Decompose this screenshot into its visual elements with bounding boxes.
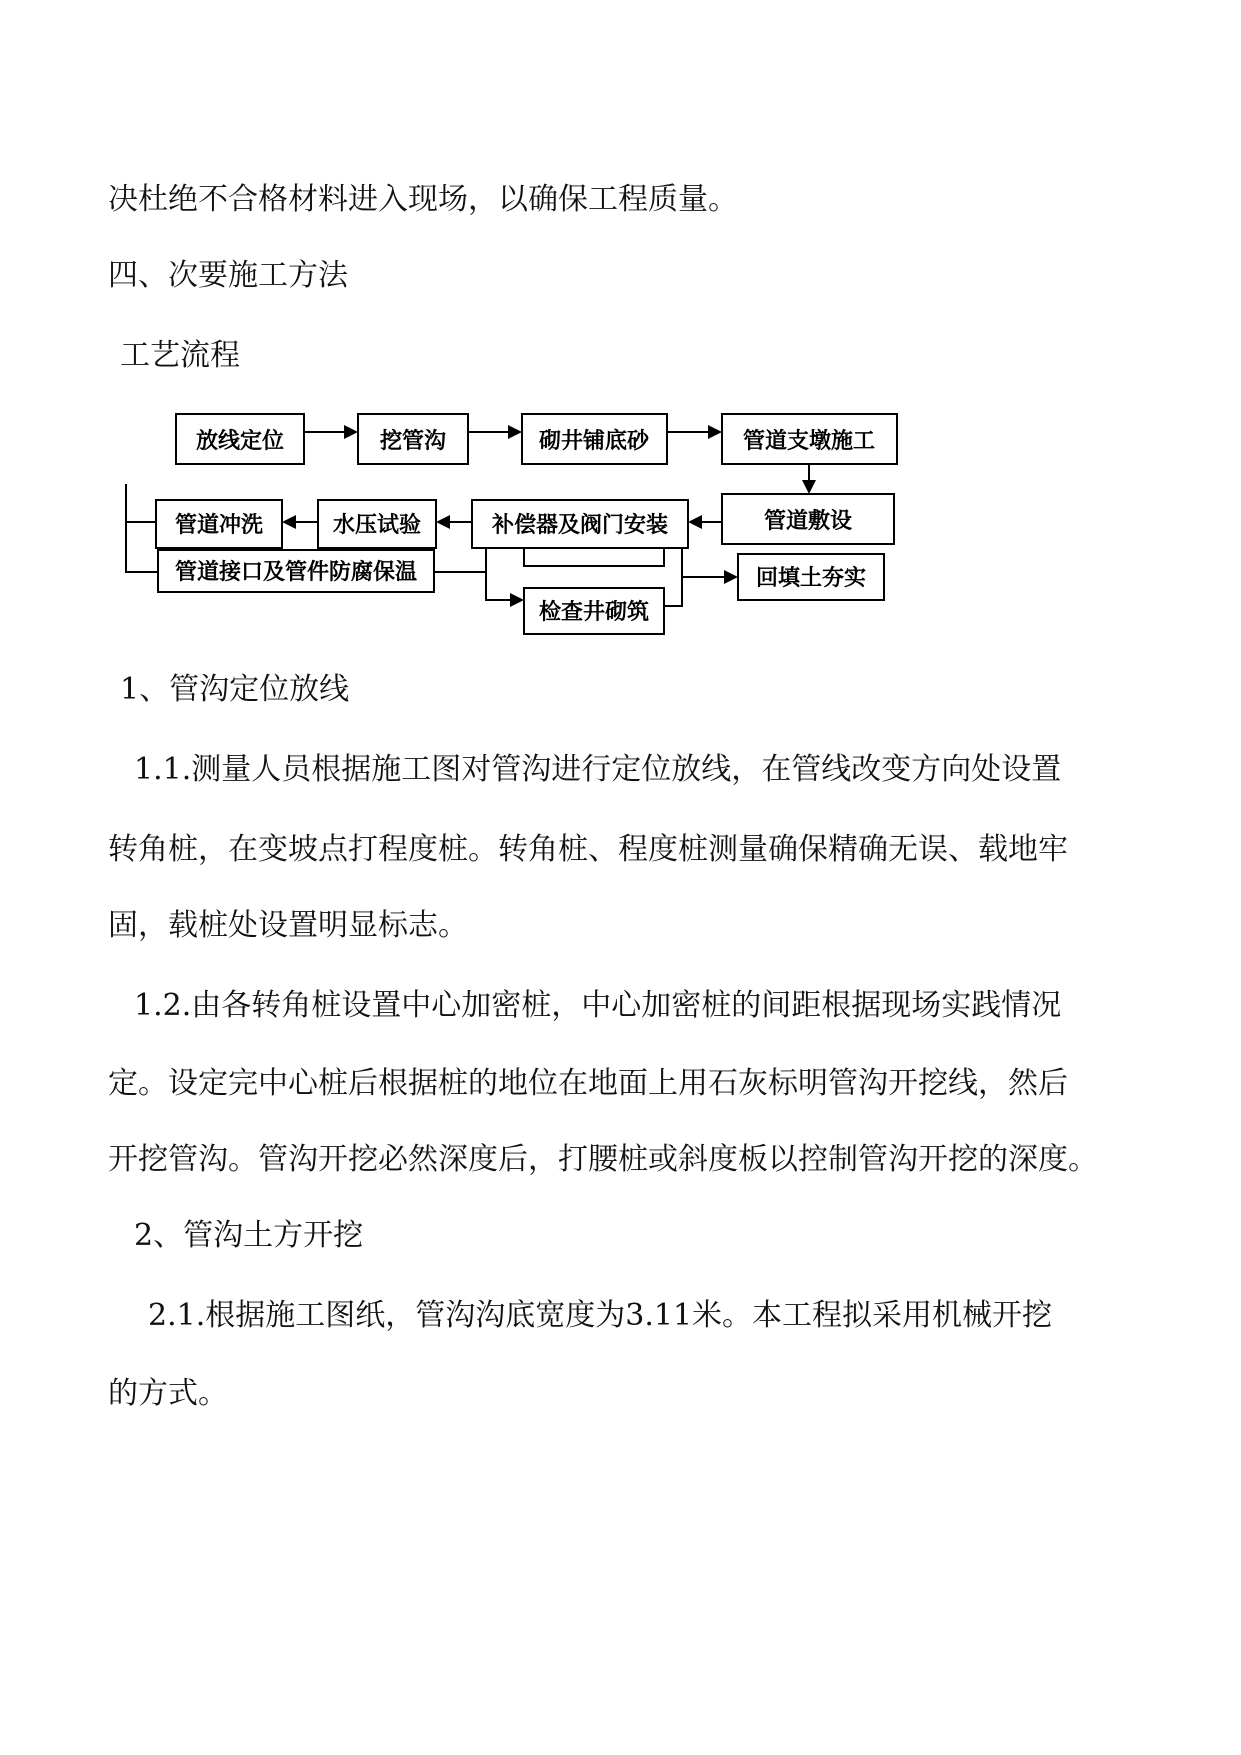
process-flowchart — [0, 0, 1241, 700]
flow-node-label: 管道接口及管件防腐保温 — [174, 560, 418, 585]
flow-connector — [126, 484, 158, 572]
arrow-head — [688, 515, 702, 529]
paragraph-line: 2.1.根据施工图纸，管沟沟底宽度为3.11米。本工程拟采用机械开挖 — [148, 1298, 1053, 1333]
flow-node-label: 检查井砌筑 — [538, 600, 650, 625]
paragraph-line: 开挖管沟。管沟开挖必然深度后，打腰桩或斜度板以控制管沟开挖的深度。 — [108, 1142, 1098, 1177]
flow-node-label: 砌井铺底砂 — [538, 429, 650, 454]
paragraph-line: 1.2.由各转角桩设置中心加密桩，中心加密桩的间距根据现场实践情况 — [134, 988, 1062, 1023]
flow-node-label: 水压试验 — [332, 513, 422, 538]
paragraph-line: 转角桩，在变坡点打程度桩。转角桩、程度桩测量确保精确无误、载地牢 — [108, 832, 1068, 867]
flow-connector — [664, 548, 682, 606]
arrow-head — [508, 425, 522, 439]
flow-connector — [486, 548, 512, 600]
flow-node-label: 挖管沟 — [379, 429, 447, 454]
flow-heading: 工艺流程 — [120, 338, 240, 373]
paragraph-line: 的方式。 — [108, 1376, 228, 1411]
section-heading: 四、次要施工方法 — [108, 258, 348, 293]
paragraph-line: 固，载桩处设置明显标志。 — [108, 908, 468, 943]
section-heading: 1、管沟定位放线 — [120, 672, 350, 707]
arrow-head — [344, 425, 358, 439]
flow-node-label: 回填土夯实 — [755, 566, 867, 591]
arrow-head — [436, 515, 450, 529]
flow-node-label: 补偿器及阀门安装 — [491, 513, 669, 538]
arrow-head — [802, 480, 816, 494]
flow-node-label: 管道敷设 — [763, 509, 853, 534]
arrow-head — [724, 570, 738, 584]
section-heading: 2、管沟土方开挖 — [134, 1218, 364, 1253]
arrow-head — [708, 425, 722, 439]
flow-node-label: 管道冲洗 — [174, 513, 264, 538]
arrow-head — [510, 593, 524, 607]
paragraph-line: 1.1.测量人员根据施工图对管沟进行定位放线，在管线改变方向处设置 — [134, 752, 1062, 787]
paragraph-line: 决杜绝不合格材料进入现场，以确保工程质量。 — [108, 182, 738, 217]
flow-node-label: 管道支墩施工 — [742, 429, 876, 454]
paragraph-line: 定。设定完中心桩后根据桩的地位在地面上用石灰标明管沟开挖线，然后 — [108, 1066, 1068, 1101]
flow-node-label: 放线定位 — [195, 429, 285, 454]
arrow-head — [282, 515, 296, 529]
